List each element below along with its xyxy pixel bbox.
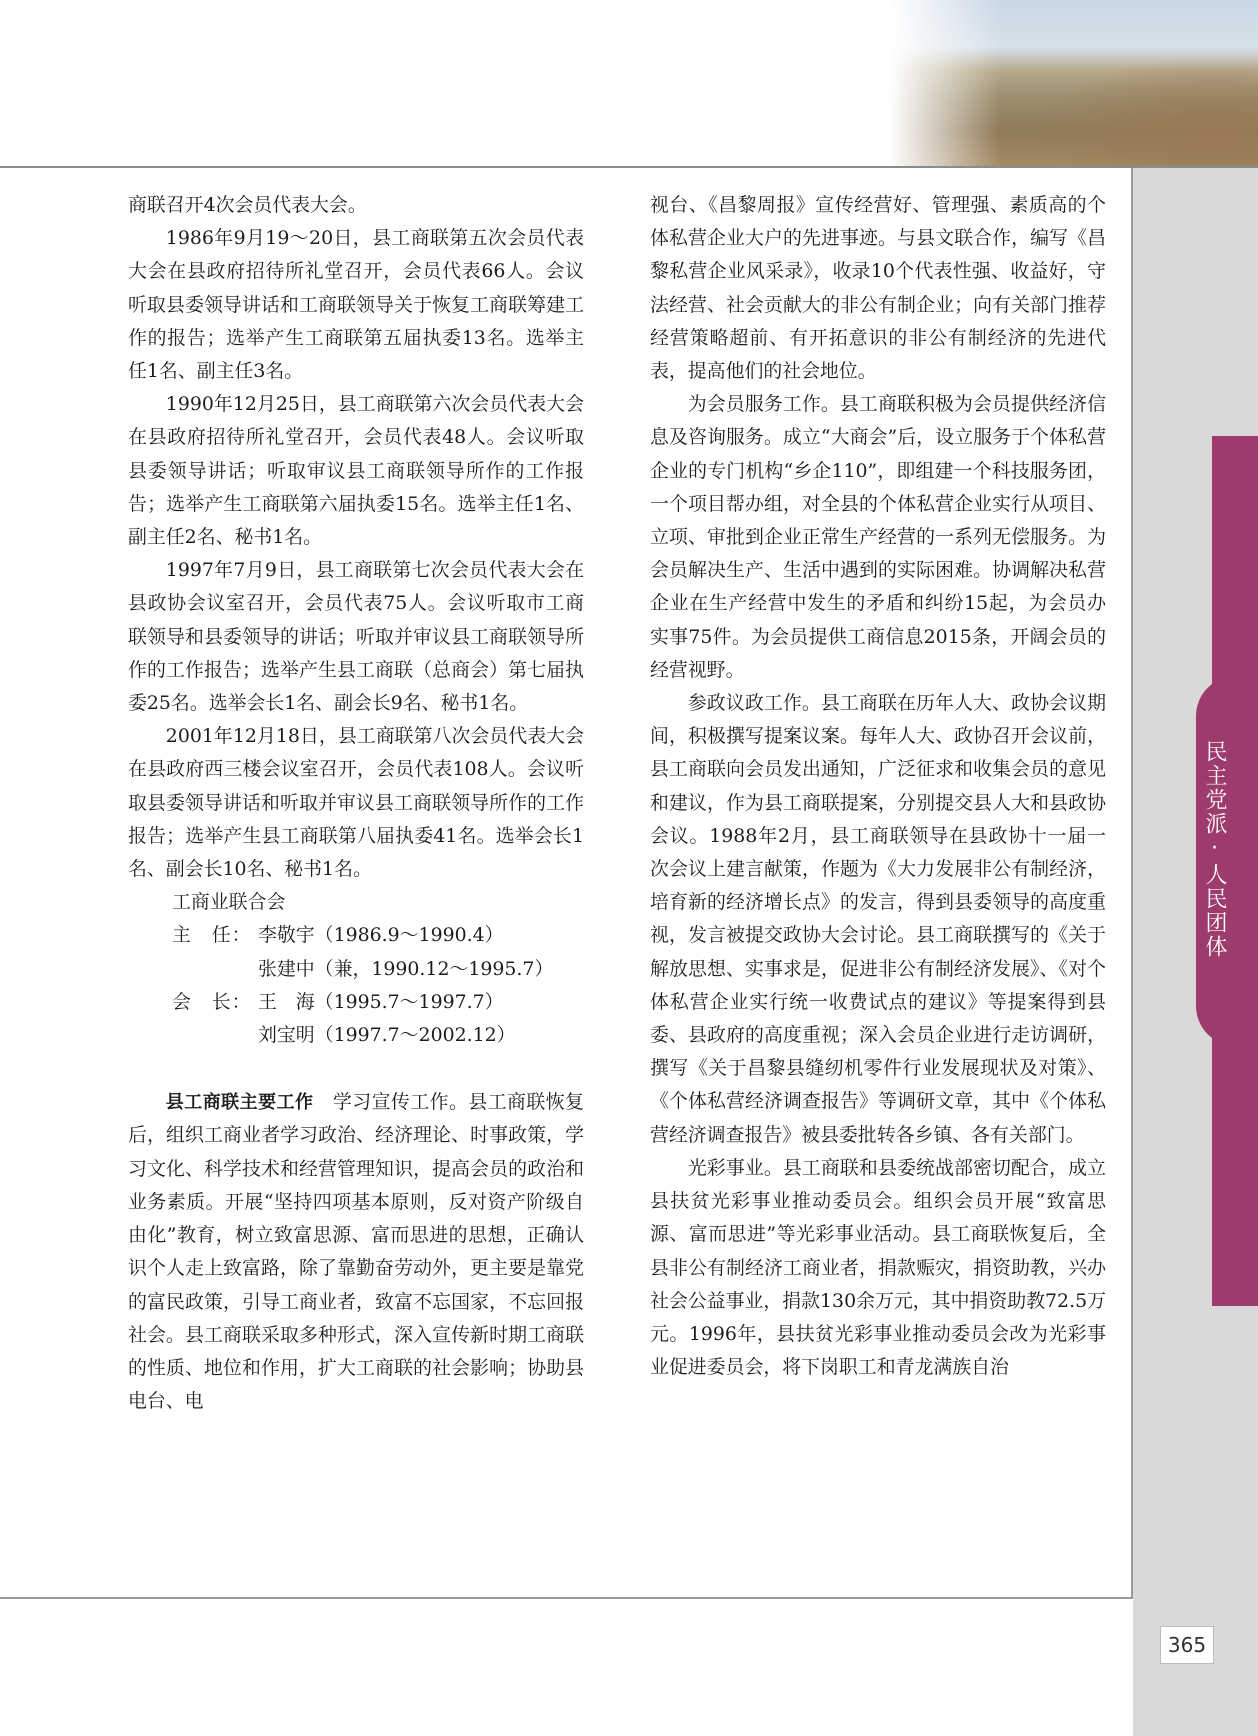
paragraph: 光彩事业。县工商联和县委统战部密切配合，成立县扶贫光彩事业推动委员会。组织会员开展“致富思源、富而思进”等光彩事业活动。县工商联恢复后，全县非公有制经济工商业者，捐款赈灾，捐资助教，兴办社会公益事业，捐款130余万元，其中捐资助教72.5万元。1996年，县扶贫光彩事业推动委员会改为光彩事业促进委员会，将下岗职工和青龙满族自治 <box>650 1156 1106 1379</box>
paragraph: 1997年7月9日，县工商联第七次会员代表大会在县政协会议室召开，会员代表75人。会议听取市工商联领导和县委领导的讲话；听取并审议县工商联领导所作的工作报告；选举产生县工商联（总商会）第七届执委25名。选举会长1名、副会长9名、秘书1名。 <box>128 559 584 715</box>
column-border-line <box>1131 168 1133 1598</box>
paragraph: 参政议政工作。县工商联在历年人大、政协会议期间，积极撰写提案议案。每年人大、政协召开会议前，县工商联向会员发出通知，广泛征求和收集会员的意见和建议，作为县工商联提案，分别提交县人大和县政协会议。1988年2月，县工商联领导在县政协十一届一次会议上建言献策，作题为《大力发展非公有制经济，培育新的经济增长点》的发言，得到县委领导的高度重视，发言被提交政协大会讨论。县工商联撰写的《关于解放思想、实事求是，促进非公有制经济发展》、《对个体私营企业实行统一收费试点的建议》等提案得到县委、县政府的高度重视；深入会员企业进行走访调研，撰写《关于昌黎县缝纫机零件行业发展现状及对策》、《个体私营经济调查报告》等调研文章，其中《个体私营经济调查报告》被县委批转各乡镇、各有关部门。 <box>650 692 1106 1146</box>
section-label: 民主党派·人民团体 <box>1202 740 1227 959</box>
paragraph: 视台、《昌黎周报》宣传经营好、管理强、素质高的个体私营企业大户的先进事迹。与县文联合作，编写《昌黎私营企业风采录》，收录10个代表性强、收益好，守法经营、社会贡献大的非公有制企业；向有关部门推荐经营策略超前、有开拓意识的非公有制经济的先进代表，提高他们的社会地位。 <box>650 194 1106 383</box>
footer-divider <box>0 1597 1133 1599</box>
section-heading: 县工商联主要工作 <box>165 1092 314 1114</box>
roster-entry: 张建中（兼，1990.12～1995.7） <box>258 957 554 980</box>
paragraph-text: 学习宣传工作。县工商联恢复后，组织工商业者学习政治、经济理论、时事政策，学习文化、科学技术和经营管理知识，提高会员的政治和业务素质。开展“坚持四项基本原则，反对资产阶级自由化”教育，树立致富思源、富而思进的思想，正确认识个人走上致富路，除了靠勤奋劳动外，更主要是靠党的富民政策，引导工商业者，致富不忘国家，不忘回报社会。县工商联采取多种形式，深入宣传新时期工商联的性质、地位和作用，扩大工商联的社会影响；协助县电台、电 <box>128 1091 585 1413</box>
roster-entry: 刘宝明（1997.7～2002.12） <box>258 1024 516 1047</box>
paragraph <box>128 1086 584 1418</box>
roster-entry: 李敬宇（1986.9～1990.4） <box>258 924 504 947</box>
paragraph: 2001年12月18日，县工商联第八次会员代表大会在县政府西三楼会议室召开，会员代表108人。会议听取县委领导讲话和听取并审议县工商联领导所作的工作报告；选举产生县工商联第八届执委41名。选举会长1名、副会长10名、秘书1名。 <box>128 725 584 881</box>
roster-role: 主 任： <box>172 924 252 947</box>
right-column <box>650 189 1106 1384</box>
roster-title: 工商业联合会 <box>172 891 286 914</box>
roster-row <box>128 986 584 1019</box>
paragraph: 1986年9月19～20日，县工商联第五次会员代表大会在县政府招待所礼堂召开，会员代表66人。会议听取县委领导讲话和工商联领导关于恢复工商联筹建工作的报告；选举产生工商联第五届执委13名。选举主任1名、副主任3名。 <box>128 227 584 383</box>
roster-row <box>128 919 584 952</box>
roster <box>128 886 584 1052</box>
page-number: 365 <box>1160 1626 1214 1664</box>
paragraph: 商联召开4次会员代表大会。 <box>128 194 367 216</box>
left-column <box>128 189 584 1418</box>
header-landscape-photo <box>890 0 1258 168</box>
roster-entry: 王 海（1995.7～1997.7） <box>258 990 504 1013</box>
roster-role: 会 长： <box>172 990 252 1013</box>
paragraph: 1990年12月25日，县工商联第六次会员代表大会在县政府招待所礼堂召开，会员代表48人。会议听取县委领导讲话；听取审议县工商联领导所作的工作报告；选举产生工商联第六届执委15名。选举主任1名、副主任2名、秘书1名。 <box>128 393 584 549</box>
paragraph: 为会员服务工作。县工商联积极为会员提供经济信息及咨询服务。成立“大商会”后，设立服务于个体私营企业的专门机构“乡企110”，即组建一个科技服务团，一个项目帮办组，对全县的个体私营企业实行从项目、立项、审批到企业正常生产经营的一系列无偿服务。为会员解决生产、生活中遇到的实际困难。协调解决私营企业在生产经营中发生的矛盾和纠纷15起，为会员办实事75件。为会员提供工商信息2015条，开阔会员的经营视野。 <box>650 393 1106 681</box>
header-divider <box>0 166 1258 168</box>
